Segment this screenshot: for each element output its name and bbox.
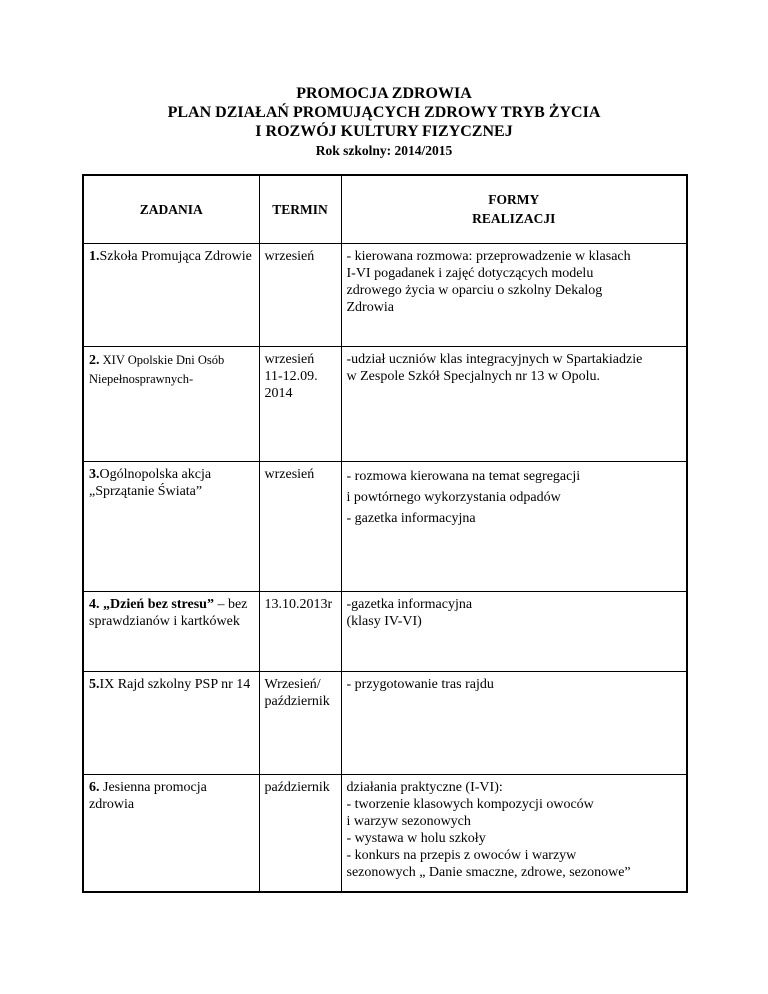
column-header-term: TERMIN xyxy=(259,175,341,243)
term-cell: wrzesień xyxy=(259,461,341,591)
row-number: 3. xyxy=(89,466,100,482)
forms-cell: działania praktyczne (I-VI): - tworzenie klasowych kompozycji owoców i warzyw sezonowych - wystawa w holu szkoły - konkurs na przepis z owoców i warzyw sezonowych „ Danie smaczne, zdrowe, sezonowe” xyxy=(341,774,687,892)
term-cell: październik xyxy=(259,774,341,892)
task-text-line-1: Ogólnopolska akcja xyxy=(99,466,212,482)
task-text: XIV Opolskie Dni Osób Niepełnosprawnych- xyxy=(89,352,225,386)
forms-cell: - rozmowa kierowana na temat segregacji i powtórnego wykorzystania odpadów - gazetka informacyjna xyxy=(341,461,687,591)
task-text: Szkoła Promująca Zdrowie xyxy=(99,248,252,264)
forms-cell: - kierowana rozmowa: przeprowadzenie w klasach I-VI pogadanek i zajęć dotyczących modelu zdrowego życia w oparciu o szkolny Dekalog Zdrowia xyxy=(341,243,687,346)
task-text-bold: „Dzień bez stresu” xyxy=(99,596,214,612)
forms-cell: -gazetka informacyjna (klasy IV-VI) xyxy=(341,591,687,671)
task-text: IX Rajd szkolny PSP nr 14 xyxy=(99,676,251,692)
table-row xyxy=(83,461,687,591)
title-line-3: I ROZWÓJ KULTURY FIZYCZNEJ xyxy=(255,123,513,140)
forms-cell: -udział uczniów klas integracyjnych w Spartakiadzie w Zespole Szkół Specjalnych nr 13 w Opolu. xyxy=(341,346,687,461)
table-row xyxy=(83,591,687,671)
table-header-row xyxy=(83,175,687,243)
task-cell xyxy=(83,671,259,774)
table-row xyxy=(83,346,687,461)
column-header-forms: FORMY REALIZACJI xyxy=(341,175,687,243)
row-number: 1. xyxy=(89,248,100,264)
row-number: 4. xyxy=(89,596,100,612)
row-number: 6. xyxy=(89,779,100,795)
task-text: – bez sprawdzianów i kartkówek xyxy=(89,596,248,629)
school-year: Rok szkolny: 2014/2015 xyxy=(315,143,453,158)
forms-cell: - przygotowanie tras rajdu xyxy=(341,671,687,774)
table-row xyxy=(83,243,687,346)
task-cell xyxy=(83,591,259,671)
term-cell: wrzesień xyxy=(259,243,341,346)
row-number: 5. xyxy=(89,676,100,692)
plan-table xyxy=(82,174,688,893)
table-row xyxy=(83,774,687,892)
task-cell xyxy=(83,243,259,346)
task-cell xyxy=(83,461,259,591)
term-cell: Wrzesień/ październik xyxy=(259,671,341,774)
title-line-2: PLAN DZIAŁAŃ PROMUJĄCYCH ZDROWY TRYB ŻYCIA xyxy=(167,104,601,121)
task-text-line-2: „Sprzątanie Świata” xyxy=(89,483,203,499)
term-cell: 13.10.2013r xyxy=(259,591,341,671)
document-header xyxy=(0,84,768,160)
task-text: Jesienna promocja zdrowia xyxy=(89,779,207,812)
task-cell xyxy=(83,774,259,892)
title-line-1: PROMOCJA ZDROWIA xyxy=(296,85,472,102)
task-cell xyxy=(83,346,259,461)
column-header-tasks: ZADANIA xyxy=(83,175,259,243)
table-row xyxy=(83,671,687,774)
term-cell: wrzesień 11-12.09. 2014 xyxy=(259,346,341,461)
row-number: 2. xyxy=(89,352,100,368)
